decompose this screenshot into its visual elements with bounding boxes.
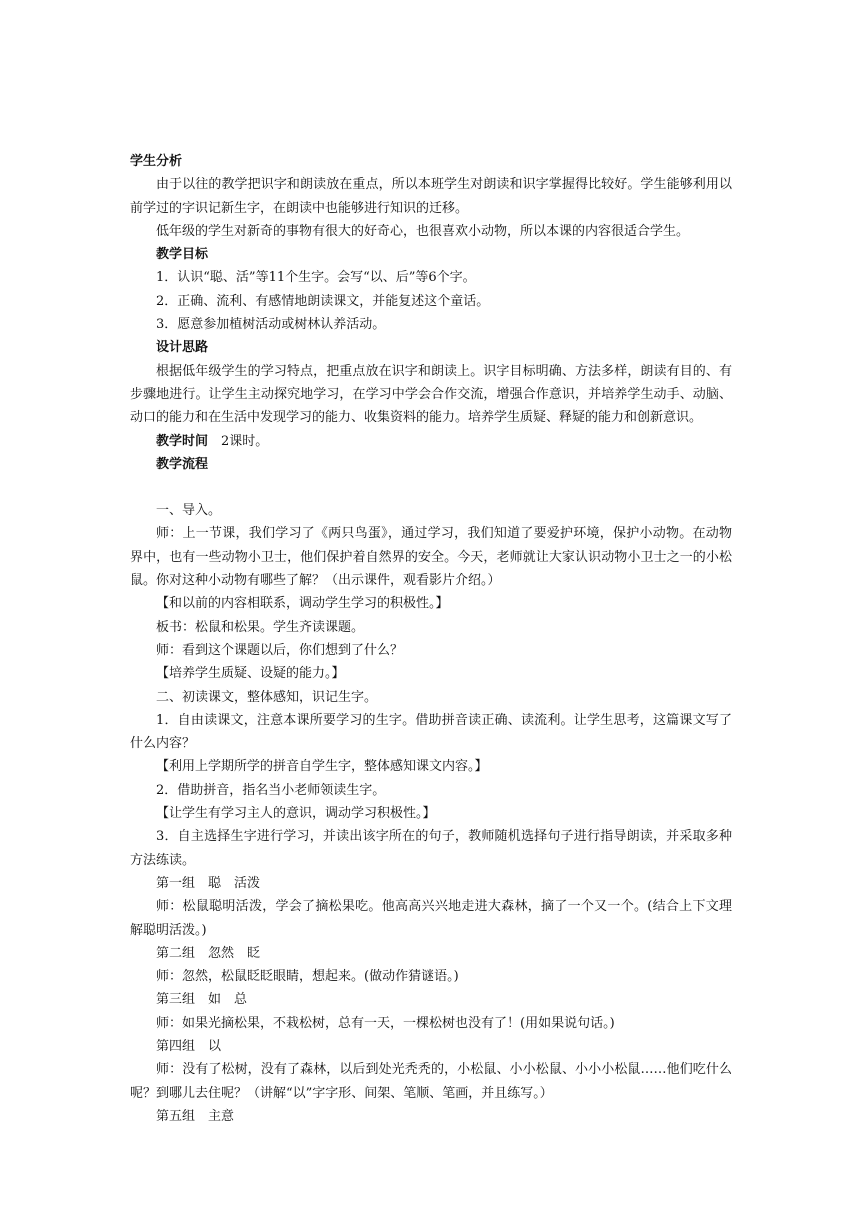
paragraph: 根据低年级学生的学习特点，把重点放在识字和朗读上。识字目标明确、方法多样，朗读有目的、有步骤地进行。让学生主动探究地学习，在学习中学会合作交流，增强合作意识，并培养学生动手、动脑、动口的能力和在生活中发现学习的能力、收集资料的能力。培养学生质疑、释疑的能力和创新意识。 <box>130 363 732 426</box>
note: 【培养学生质疑、设疑的能力。】 <box>156 666 345 682</box>
heading-student-analysis: 学生分析 <box>130 154 183 169</box>
document-page <box>130 150 732 1128</box>
paragraph: 2．借助拼音，指名当小老师领读生字。 <box>156 782 386 798</box>
group-label: 第三组 如 总 <box>156 992 248 1008</box>
group-label: 第五组 主意 <box>156 1108 235 1124</box>
paragraph: 低年级的学生对新奇的事物有很大的好奇心，也很喜欢小动物，所以本课的内容很适合学生。 <box>156 223 690 239</box>
paragraph: 师：没有了松树，没有了森林，以后到处光秃秃的，小松鼠、小小松鼠、小小小松鼠……他们吃什么呢？到哪儿去住呢？（讲解“以”字字形、间架、笔顺、笔画，并且练写。） <box>130 1062 732 1101</box>
paragraph: 师：如果光摘松果，不栽松树，总有一天，一棵松树也没有了！(用如果说句话。) <box>156 1015 615 1031</box>
heading-teaching-time: 教学时间 <box>156 433 209 449</box>
paragraph: 师：忽然，松鼠眨眨眼睛，想起来。(做动作猜谜语。) <box>156 969 459 985</box>
paragraph: 师：上一节课，我们学习了《两只鸟蛋》，通过学习，我们知道了要爱护环境，保护小动物。在动物界中，也有一些动物小卫士，他们保护着自然界的安全。今天，老师就让大家认识动物小卫士之一的小松鼠。你对这种小动物有哪些了解？（出示课件，观看影片介绍。） <box>130 526 732 589</box>
group-label: 第一组 聪 活泼 <box>156 875 261 891</box>
heading-teaching-process: 教学流程 <box>156 456 209 472</box>
group-label: 第二组 忽然 眨 <box>156 945 261 961</box>
goal-item: 1．认识“聪、活”等11个生字。会写“以、后”等6个字。 <box>156 270 476 286</box>
section-title: 二、初读课文，整体感知，识记生字。 <box>156 689 378 705</box>
teaching-time-line <box>130 430 732 453</box>
note: 【和以前的内容相联系，调动学生学习的积极性。】 <box>156 596 449 612</box>
blank-line <box>130 476 732 499</box>
note: 【让学生有学习主人的意识，调动学习积极性。】 <box>156 806 436 822</box>
goal-item: 2．正确、流利、有感情地朗读课文，并能复述这个童话。 <box>156 293 490 309</box>
group-label: 第四组 以 <box>156 1038 222 1054</box>
section-title: 一、导入。 <box>156 503 222 519</box>
paragraph: 师：看到这个课题以后，你们想到了什么？ <box>156 642 404 658</box>
note: 【利用上学期所学的拼音自学生字，整体感知课文内容。】 <box>156 759 488 775</box>
paragraph: 3．自主选择生字进行学习，并读出该字所在的句子，教师随机选择句子进行指导朗读，并采取多种方法练读。 <box>130 829 732 868</box>
teaching-time-value: 2课时。 <box>208 433 269 449</box>
heading-teaching-goals: 教学目标 <box>156 247 209 263</box>
heading-design-idea: 设计思路 <box>156 340 209 356</box>
paragraph: 师：松鼠聪明活泼，学会了摘松果吃。他高高兴兴地走进大森林，摘了一个又一个。(结合上下文理解聪明活泼。) <box>130 899 732 938</box>
goal-item: 3．愿意参加植树活动或树林认养活动。 <box>156 317 386 333</box>
paragraph: 板书：松鼠和松果。学生齐读课题。 <box>156 619 365 635</box>
paragraph: 1．自由读课文，注意本课所要学习的生字。借助拼音读正确、读流利。让学生思考，这篇课文写了什么内容？ <box>130 712 732 752</box>
paragraph: 由于以往的教学把识字和朗读放在重点，所以本班学生对朗读和识字掌握得比较好。学生能够利用以前学过的字识记新生字，在朗读中也能够进行知识的迁移。 <box>130 177 732 216</box>
